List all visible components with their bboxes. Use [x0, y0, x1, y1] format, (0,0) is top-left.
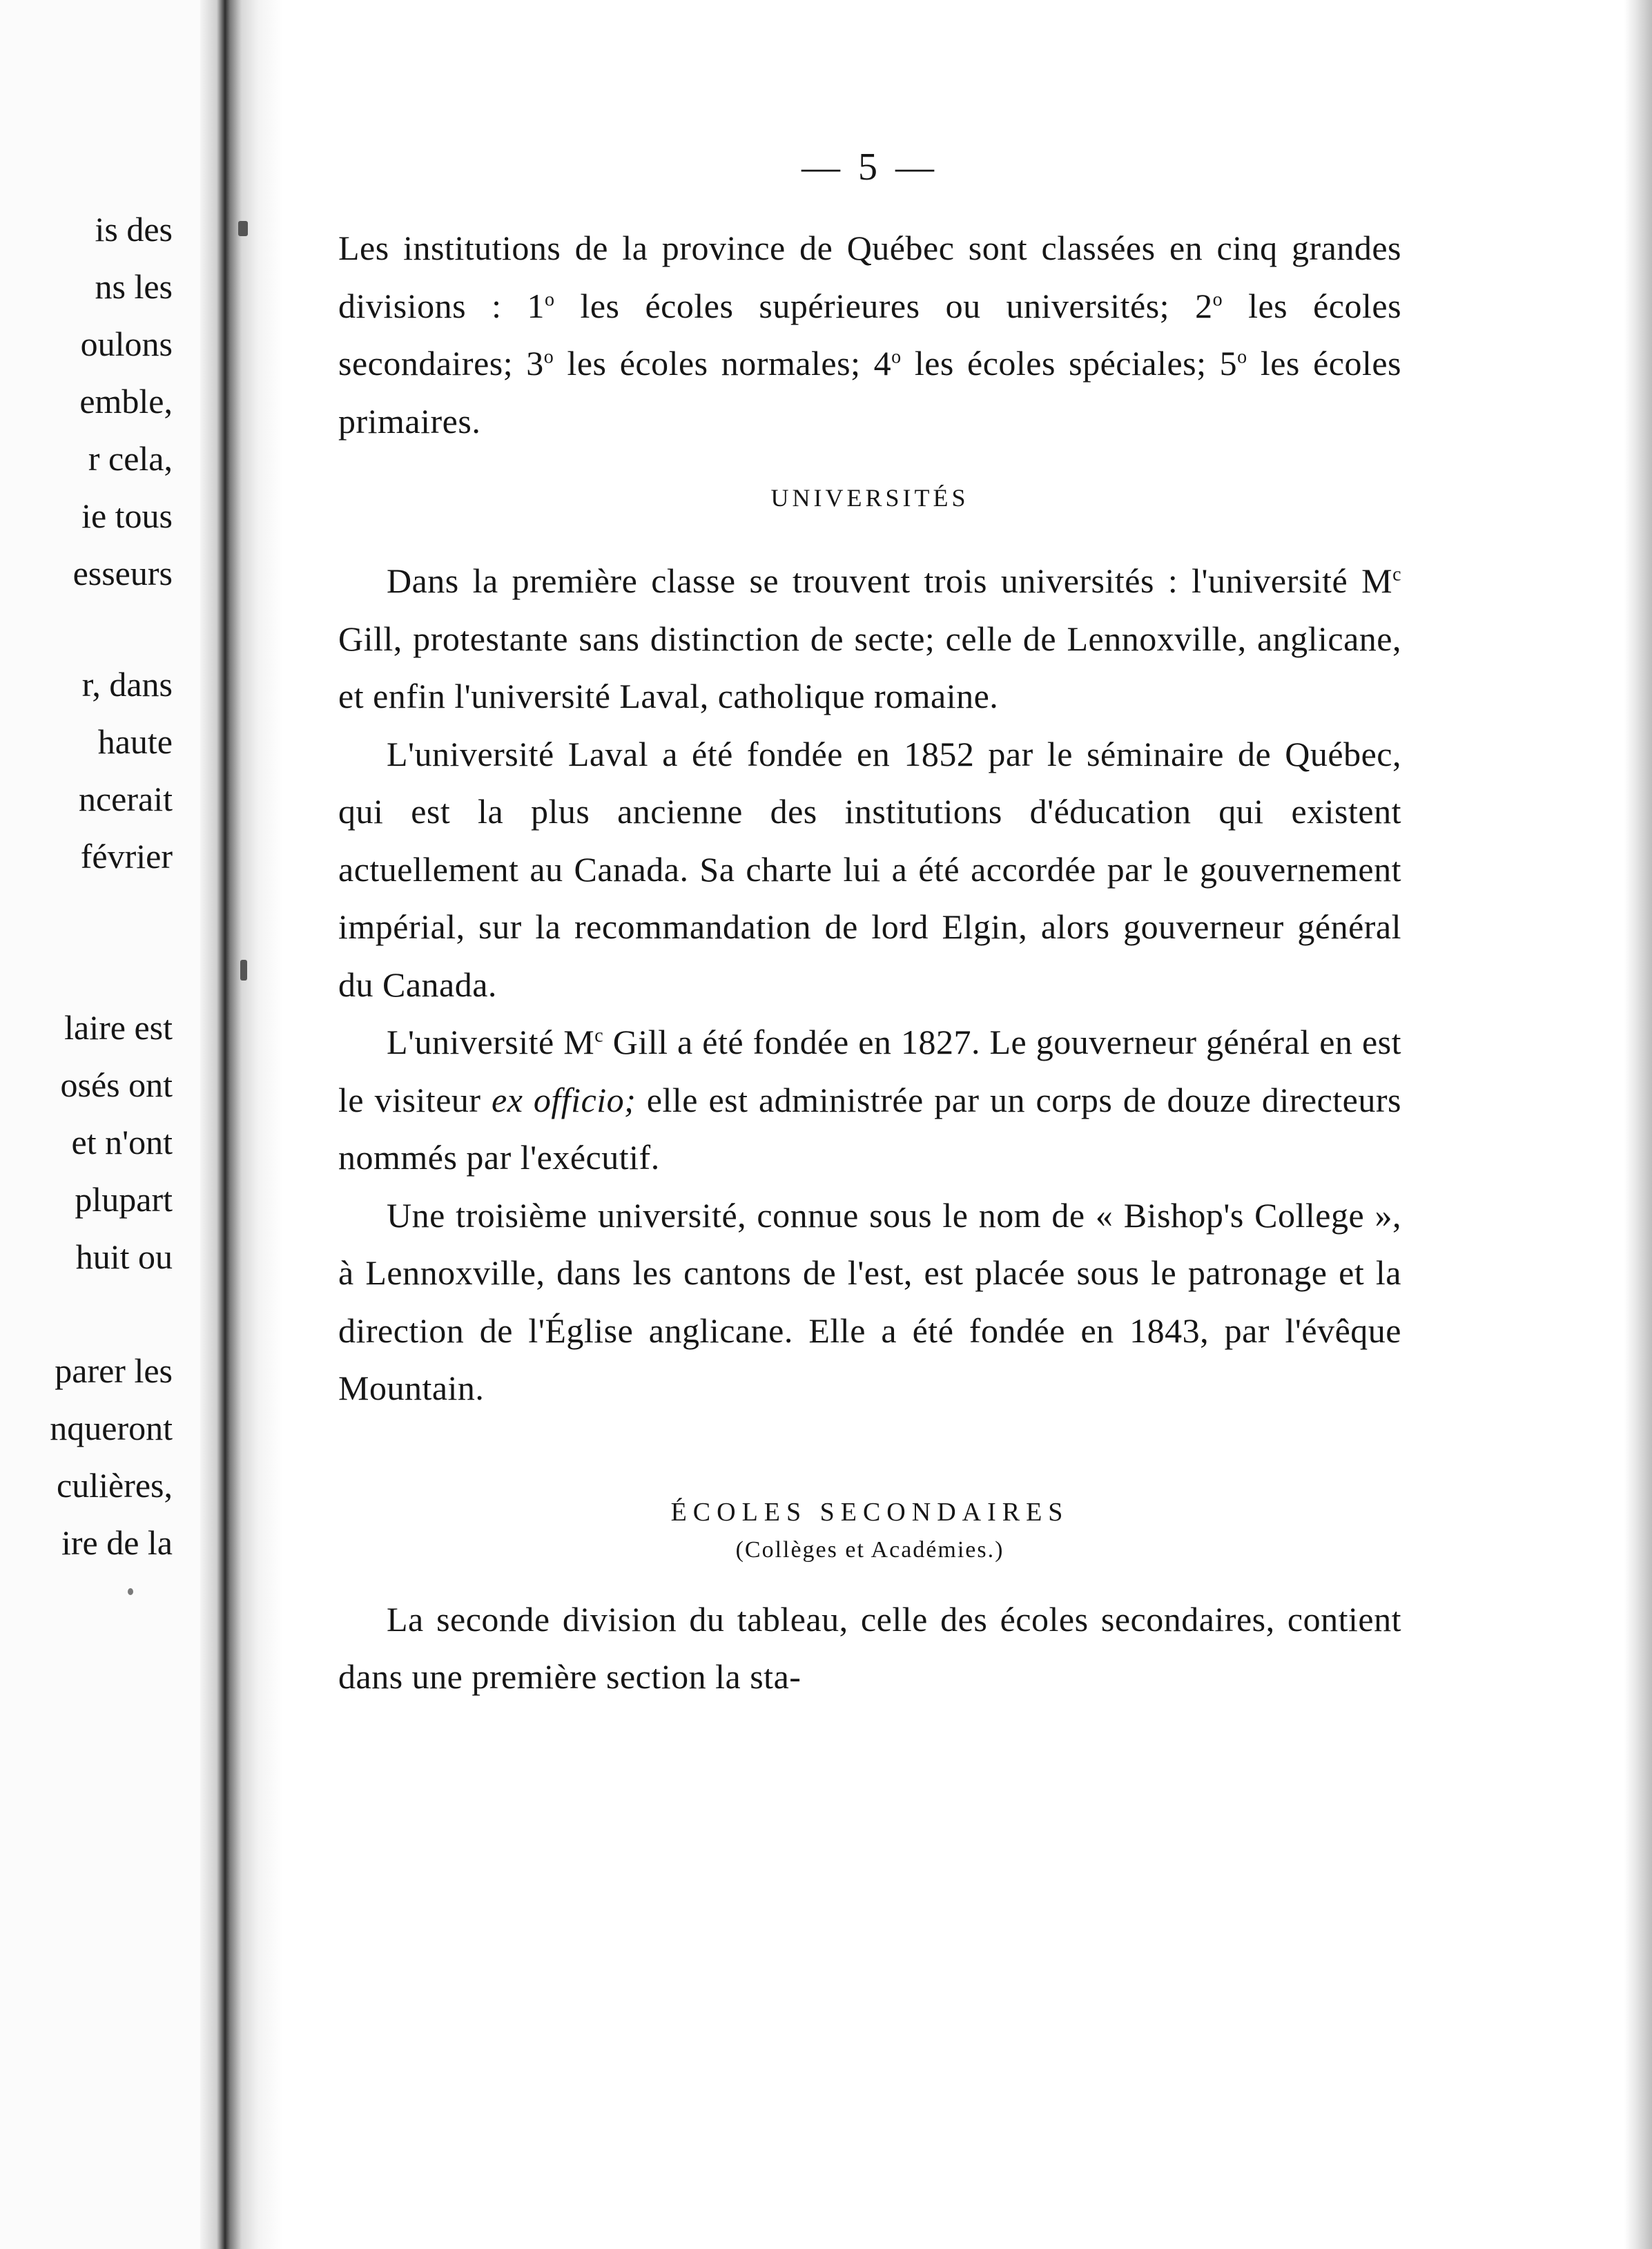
- paragraph-text: L'université M: [387, 1023, 595, 1061]
- italic-phrase: ex officio;: [492, 1080, 636, 1119]
- universites-paragraph-1: [338, 552, 1401, 726]
- facing-page-line: laire est: [64, 1008, 173, 1047]
- intro-text: les écoles spéciales; 5: [901, 344, 1238, 383]
- intro-text: les écoles secondaires; 3: [338, 286, 1402, 383]
- spine-mark: [240, 960, 247, 981]
- universites-paragraph-3: [338, 1014, 1401, 1187]
- ordinal-mark: o: [1212, 288, 1223, 310]
- main-text-column: [338, 220, 1401, 1706]
- intro-text: Les institutions de la province de Québec sont classées en cinq grandes divisions : 1: [338, 229, 1401, 325]
- ordinal-mark: o: [891, 346, 902, 368]
- paragraph-text: Dans la première classe se trouvent trois universités : l'université M: [387, 561, 1393, 600]
- facing-page-line: r, dans: [81, 665, 173, 704]
- ordinal-mark: o: [543, 346, 554, 368]
- facing-page-line: plupart: [75, 1180, 173, 1219]
- page-edge-shadow: [1624, 0, 1652, 2249]
- intro-text: les écoles normales; 4: [554, 344, 892, 383]
- facing-page-line: osés ont: [60, 1065, 173, 1104]
- spine-mark: [238, 221, 248, 236]
- facing-page-line: oulons: [80, 325, 173, 363]
- universites-paragraph-4: Une troisième université, connue sous le nom de « Bishop's College », à Lennoxville, dans les cantons de l'est, est placée sous le patronage et la direction de l'Église anglicane. Elle a été fondée en 1843, par l'évêque Mountain.: [338, 1195, 1401, 1407]
- ecoles-secondaires-paragraph-1: La seconde division du tableau, celle des écoles secondaires, contient dans une première section la sta-: [338, 1599, 1401, 1696]
- facing-page-line: février: [80, 837, 173, 876]
- intro-text: les écoles primaires.: [338, 344, 1401, 441]
- facing-page-line: haute: [97, 722, 173, 761]
- facing-page-line: ncerait: [78, 780, 173, 818]
- paragraph-text: Gill a été fondée en 1827. Le gouverneur général en est le visiteur: [338, 1023, 1401, 1119]
- section-heading-ecoles-secondaires: ÉCOLES SECONDAIRES: [670, 1497, 1069, 1527]
- paragraph-text: Gill, protestante sans distinction de secte; celle de Lennoxville, anglicane, et enfin l'université Laval, catholique romaine.: [338, 619, 1401, 715]
- facing-page-fragment: [0, 0, 221, 2249]
- ordinal-mark: o: [544, 288, 555, 310]
- book-gutter: [200, 0, 283, 2249]
- paper-speck: [128, 1588, 133, 1595]
- facing-page-line: ie tous: [81, 496, 173, 535]
- section-heading-universites: UNIVERSITÉS: [770, 484, 969, 512]
- facing-page-line: ire de la: [61, 1523, 173, 1562]
- facing-page-line: nqueront: [50, 1409, 173, 1447]
- facing-page-line: emble,: [79, 382, 173, 421]
- facing-page-line: parer les: [55, 1351, 173, 1390]
- facing-page-line: et n'ont: [71, 1123, 173, 1161]
- ordinal-mark: o: [1237, 346, 1247, 368]
- intro-paragraph: [338, 220, 1401, 450]
- facing-page-line: r cela,: [88, 439, 173, 478]
- facing-page-line: huit ou: [75, 1237, 173, 1276]
- universites-paragraph-2: L'université Laval a été fondée en 1852 par le séminaire de Québec, qui est la plus ancienne des institutions d'éducation qui existent actuellement au Canada. Sa charte lui a été accordée par le gouvernement impérial, sur la recommandation de lord Elgin, alors gouverneur général du Canada.: [338, 734, 1401, 1004]
- page-number: — 5 —: [801, 146, 938, 189]
- superscript: c: [594, 1025, 604, 1047]
- facing-page-line: esseurs: [72, 554, 173, 592]
- paragraph-text: elle est administrée par un corps de douze directeurs nommés par l'exécutif.: [338, 1080, 1401, 1177]
- section-subheading: (Collèges et Académies.): [735, 1536, 1004, 1563]
- intro-text: les écoles supérieures ou universités; 2: [554, 286, 1213, 325]
- facing-page-line: is des: [95, 210, 173, 249]
- facing-page-line: culières,: [57, 1466, 173, 1505]
- facing-page-line: ns les: [95, 267, 173, 306]
- superscript: c: [1392, 563, 1401, 586]
